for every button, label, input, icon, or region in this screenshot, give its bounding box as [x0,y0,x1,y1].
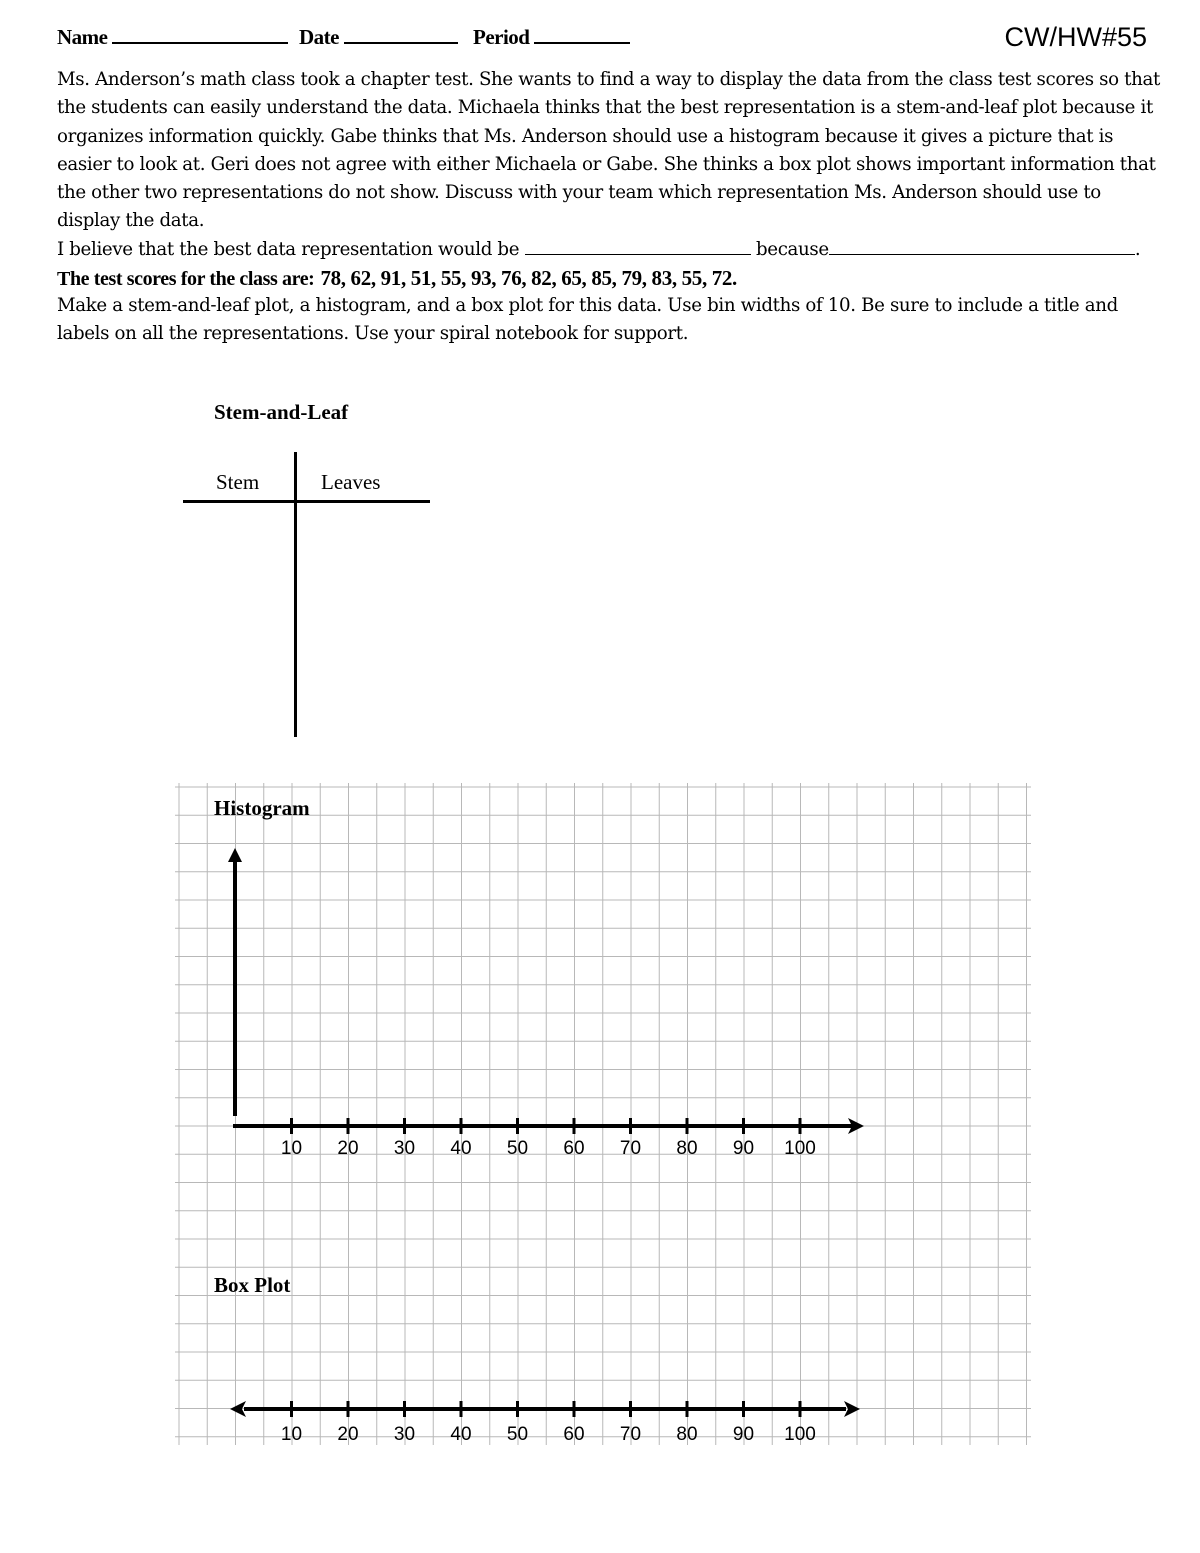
histogram-x-tick-label: 40 [450,1138,472,1159]
box-plot [214,1273,860,1445]
name-label: Name [57,25,108,49]
stem-leaf-title: Stem-and-Leaf [214,400,349,424]
box-plot-title: Box Plot [214,1273,291,1297]
histogram-x-tick-label: 60 [563,1138,585,1159]
box-plot-x-tick-label: 60 [563,1424,585,1445]
scores-label: The test scores for the class are: [57,268,315,290]
belief-end: . [1134,239,1141,260]
belief-middle: because [756,239,829,260]
box-plot-x-tick-label: 30 [393,1424,416,1445]
leaves-header: Leaves [321,470,381,494]
date-label: Date [299,25,339,49]
histogram-x-tick-label: 10 [280,1138,303,1159]
histogram-x-tick-label: 70 [619,1138,642,1159]
box-plot-x-tick-label: 70 [619,1424,642,1445]
histogram-x-tick-label: 90 [732,1138,755,1159]
histogram-x-tick-label: 100 [784,1138,816,1159]
box-plot-x-tick-label: 10 [280,1424,303,1445]
y-axis-arrow-icon [228,848,242,862]
histogram-x-tick-label: 50 [506,1138,529,1159]
problem-paragraph: Ms. Anderson’s math class took a chapter test. She wants to find a way to display the data from the class test scores so that the students can easily understand the data. Michaela thinks that the best representation is a stem-and-leaf plot because it organizes information quickly. Gabe thinks that Ms. Anderson should use a histogram because it gives a picture that is easier to look at. Geri does not agree with either Michaela or Gabe. She thinks a box plot shows important information that the other two representations do not show. Discuss with your team which representation Ms. Anderson should use to display the data. [57,69,1160,232]
box-plot-x-tick-label: 50 [506,1424,529,1445]
stem-header: Stem [216,470,260,494]
belief-prefix: I believe that the best data representation would be [57,239,520,260]
histogram-x-tick-label: 30 [393,1138,416,1159]
box-plot-x-tick-label: 40 [450,1424,472,1445]
histogram [214,796,864,1159]
instructions: Make a stem-and-leaf plot, a histogram, and a box plot for this data. Use bin widths of 10. Be sure to include a title and labels on all the representations. Use your spiral notebook for support. [57,295,1118,345]
histogram-title: Histogram [214,796,310,820]
box-plot-x-tick-label: 100 [784,1424,816,1445]
histogram-x-tick-label: 20 [337,1138,359,1159]
box-plot-x-tick-label: 20 [337,1424,359,1445]
histogram-x-tick-label: 80 [676,1138,698,1159]
grid-lines [175,783,1031,1445]
scores-values: 78, 62, 91, 51, 55, 93, 76, 82, 65, 85, 79, 83, 55, 72. [320,266,737,290]
period-label: Period [473,25,530,49]
box-plot-x-tick-label: 80 [676,1424,698,1445]
box-plot-x-tick-label: 90 [732,1424,755,1445]
assignment-number: CW/HW#55 [1004,22,1147,52]
